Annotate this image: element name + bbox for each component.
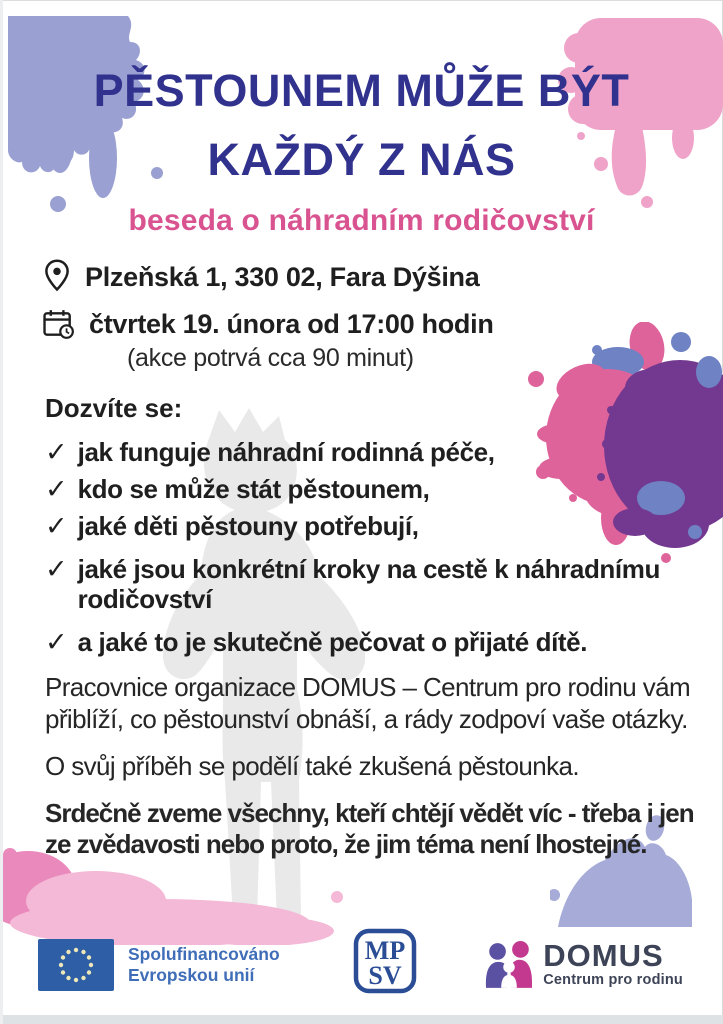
check-icon: ✓ xyxy=(45,627,68,657)
title-line-2: KAŽDÝ Z NÁS xyxy=(207,134,516,185)
domus-logo-text: DOMUS Centrum pro rodinu xyxy=(543,938,683,988)
location-text: Plzeňská 1, 330 02, Fara Dýšina xyxy=(85,261,480,292)
title-line-1: PĚSTOUNEM MŮŽE BÝT xyxy=(93,65,630,116)
check-icon: ✓ xyxy=(45,554,68,584)
eu-cofunding-logo xyxy=(38,939,280,991)
list-item: ✓ jak funguje náhradní rodinná péče, xyxy=(45,437,495,467)
duration-note: (akce potrvá cca 90 minut) xyxy=(127,344,414,372)
footer-logos xyxy=(0,928,723,1001)
list-item: ✓ jaké jsou konkrétní kroky na cestě k náhradnímu rodičovství xyxy=(45,554,660,614)
location-pin-icon xyxy=(42,258,72,296)
mpsv-logo-icon xyxy=(352,928,418,996)
list-item: ✓ jaké děti pěstouny potřebují, xyxy=(45,511,419,541)
check-icon: ✓ xyxy=(45,511,68,541)
scan-edge-artifact xyxy=(0,0,3,1024)
page-title xyxy=(30,56,693,194)
scan-edge-artifact xyxy=(0,1015,723,1024)
location-row xyxy=(42,258,723,296)
subtitle: beseda o náhradním rodičovství xyxy=(128,204,595,237)
eu-cofunding-text: Spolufinancováno Evropskou unií xyxy=(128,943,280,985)
check-icon: ✓ xyxy=(45,437,68,467)
eu-flag-icon xyxy=(38,939,114,991)
description-paragraphs xyxy=(45,671,723,860)
list-intro: Dozvíte se: xyxy=(45,393,183,423)
paragraph-foster-story: O svůj příběh se podělí také zkušená pěstounka. xyxy=(45,751,580,781)
benefits-checklist xyxy=(45,437,723,657)
datetime-text: čtvrtek 19. února od 17:00 hodin xyxy=(89,308,494,339)
datetime-row xyxy=(42,308,723,340)
paragraph-invitation: Srdečně zveme všechny, kteří chtějí vědět víc - třeba i jen ze zvědavosti nebo proto, že jim téma není lhostejné. xyxy=(45,798,694,859)
domus-logo xyxy=(484,940,683,990)
mpsv-logo xyxy=(352,928,418,1001)
paragraph-organizer: Pracovnice organizace DOMUS – Centrum pro rodinu vám přiblíží, co pěstounství obnáší, a rády zodpoví vaše otázky. xyxy=(45,672,691,734)
check-icon: ✓ xyxy=(45,474,68,504)
list-item: ✓ kdo se může stát pěstounem, xyxy=(45,474,430,504)
calendar-clock-icon xyxy=(42,308,76,340)
domus-family-icon xyxy=(484,940,534,990)
event-info xyxy=(42,258,723,373)
svg-text:SV: SV xyxy=(368,961,402,990)
list-item: ✓ a jaké to je skutečně pečovat o přijaté dítě. xyxy=(45,627,588,657)
svg-text:MP: MP xyxy=(364,936,406,965)
